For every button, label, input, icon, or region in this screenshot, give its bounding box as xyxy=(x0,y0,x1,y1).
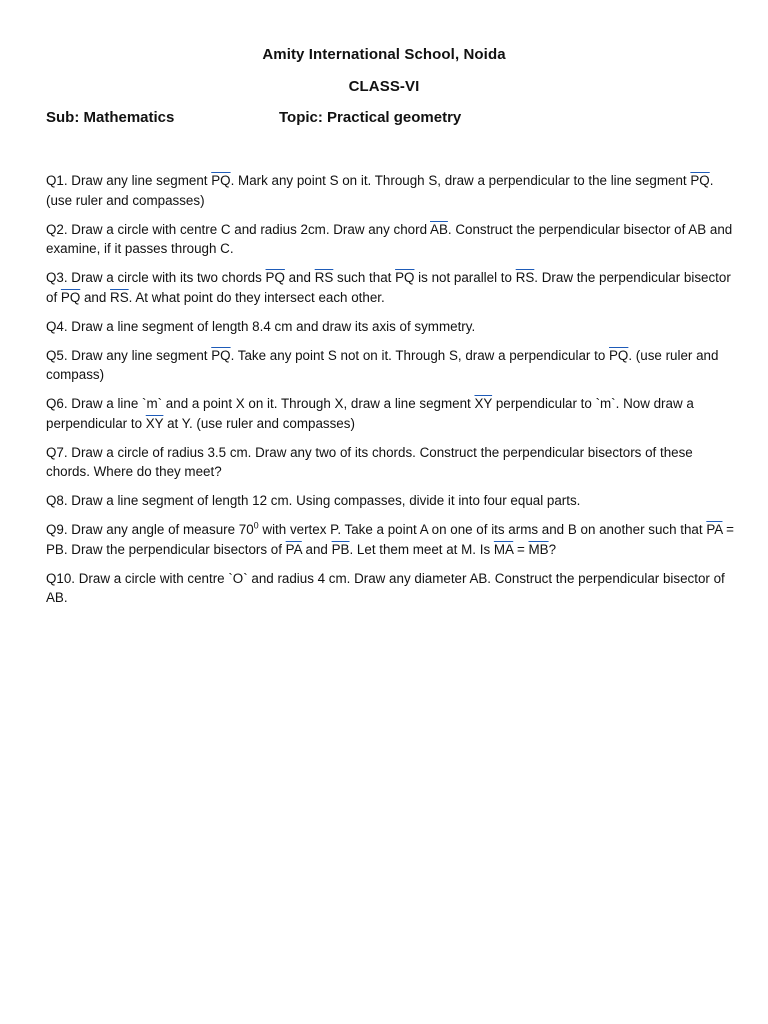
segment-label: $\overline{PQ}$ xyxy=(609,347,629,363)
question-q1 xyxy=(46,171,736,210)
question-q2 xyxy=(46,220,736,259)
question-q10 xyxy=(46,569,736,608)
question-text: Q3. Draw a circle with its two chords xyxy=(46,270,266,285)
question-q4 xyxy=(46,317,736,337)
question-q8 xyxy=(46,491,736,511)
question-text: Q1. Draw any line segment xyxy=(46,173,212,188)
question-q6 xyxy=(46,394,736,433)
question-text: . Draw the perpendicular bisector of xyxy=(46,270,731,305)
question-list xyxy=(46,171,736,617)
question-text: and xyxy=(284,270,315,285)
question-q3 xyxy=(46,268,736,307)
segment-label: $\overline{RS}$ xyxy=(515,270,535,285)
question-text: with vertex P. Take a point A on one of its arms and B on another such that xyxy=(258,522,707,537)
question-text: Q5. Draw any line segment xyxy=(46,347,212,363)
segment-label: $\overline{XY}$ xyxy=(474,396,493,411)
question-q7 xyxy=(46,443,736,482)
class-label: CLASS-VI xyxy=(348,78,420,95)
question-text: Q6. Draw a line `m` and a point X on it. Through X, draw a line segment xyxy=(46,396,475,411)
segment-label: $\overline{PQ}$ xyxy=(395,270,415,285)
question-q5 xyxy=(46,346,736,385)
segment-label: $\overline{PB}$ xyxy=(331,541,350,557)
topic-label: Topic: Practical geometry xyxy=(279,109,462,126)
question-text: . (use ruler and compasses) xyxy=(46,173,714,208)
subject-label: Sub: Mathematics xyxy=(46,109,175,126)
question-text: Q9. Draw any angle of measure 70 xyxy=(46,522,254,537)
segment-label: $\overline{PA}$ xyxy=(706,522,723,537)
question-text: and xyxy=(80,289,111,305)
question-text: . At what point do they intersect each other. xyxy=(128,289,385,305)
question-text: and xyxy=(301,541,332,557)
question-text: is not parallel to xyxy=(414,270,516,285)
question-text: . Mark any point S on it. Through S, draw a perpendicular to the line segment xyxy=(230,173,691,188)
question-text: perpendicular to `m`. Now draw a perpendicular to xyxy=(46,396,694,431)
school-name: Amity International School, Noida xyxy=(262,46,506,63)
question-q9 xyxy=(46,520,736,559)
segment-label: $\overline{XY}$ xyxy=(145,415,164,431)
question-text: at Y. (use ruler and compasses) xyxy=(163,415,355,431)
question-text: . Construct the perpendicular bisector of AB and examine, if it passes through C. xyxy=(46,221,733,256)
segment-label: $\overline{RS}$ xyxy=(110,289,129,305)
question-text: . Take any point S not on it. Through S, draw a perpendicular to xyxy=(230,347,609,363)
question-text: . Let them meet at M. Is xyxy=(349,541,494,557)
question-text: = PB. Draw the perpendicular bisectors of xyxy=(46,522,734,557)
segment-label: $\overline{MB}$ xyxy=(528,541,549,557)
question-text: = xyxy=(513,541,529,557)
segment-label: $\overline{MA}$ xyxy=(493,541,514,557)
segment-label: $\overline{RS}$ xyxy=(314,270,334,285)
question-text: . (use ruler and compass) xyxy=(46,347,719,382)
segment-label: $\overline{AB}$ xyxy=(430,221,448,237)
segment-label: $\overline{PA}$ xyxy=(285,541,302,557)
superscript: 0 xyxy=(253,520,259,531)
question-text: such that xyxy=(333,270,396,285)
question-text: Q8. Draw a line segment of length 12 cm. Using compasses, divide it into four equal parts. xyxy=(46,493,581,508)
segment-label: $\overline{PQ}$ xyxy=(690,173,710,188)
question-text: ? xyxy=(548,541,557,557)
question-text: Q4. Draw a line segment of length 8.4 cm and draw its axis of symmetry. xyxy=(46,318,476,334)
segment-label: $\overline{PQ}$ xyxy=(211,173,231,188)
question-text: Q7. Draw a circle of radius 3.5 cm. Draw any two of its chords. Construct the perpendicular bisectors of these chords. Where do they meet? xyxy=(46,444,693,479)
question-text: Q2. Draw a circle with centre C and radius 2cm. Draw any chord xyxy=(46,221,431,237)
question-text: Q10. Draw a circle with centre `O` and radius 4 cm. Draw any diameter AB. Construct the perpendicular bisector of AB. xyxy=(46,570,725,605)
segment-label: $\overline{PQ}$ xyxy=(211,347,231,363)
segment-label: $\overline{PQ}$ xyxy=(265,270,285,285)
segment-label: $\overline{PQ}$ xyxy=(60,289,81,305)
